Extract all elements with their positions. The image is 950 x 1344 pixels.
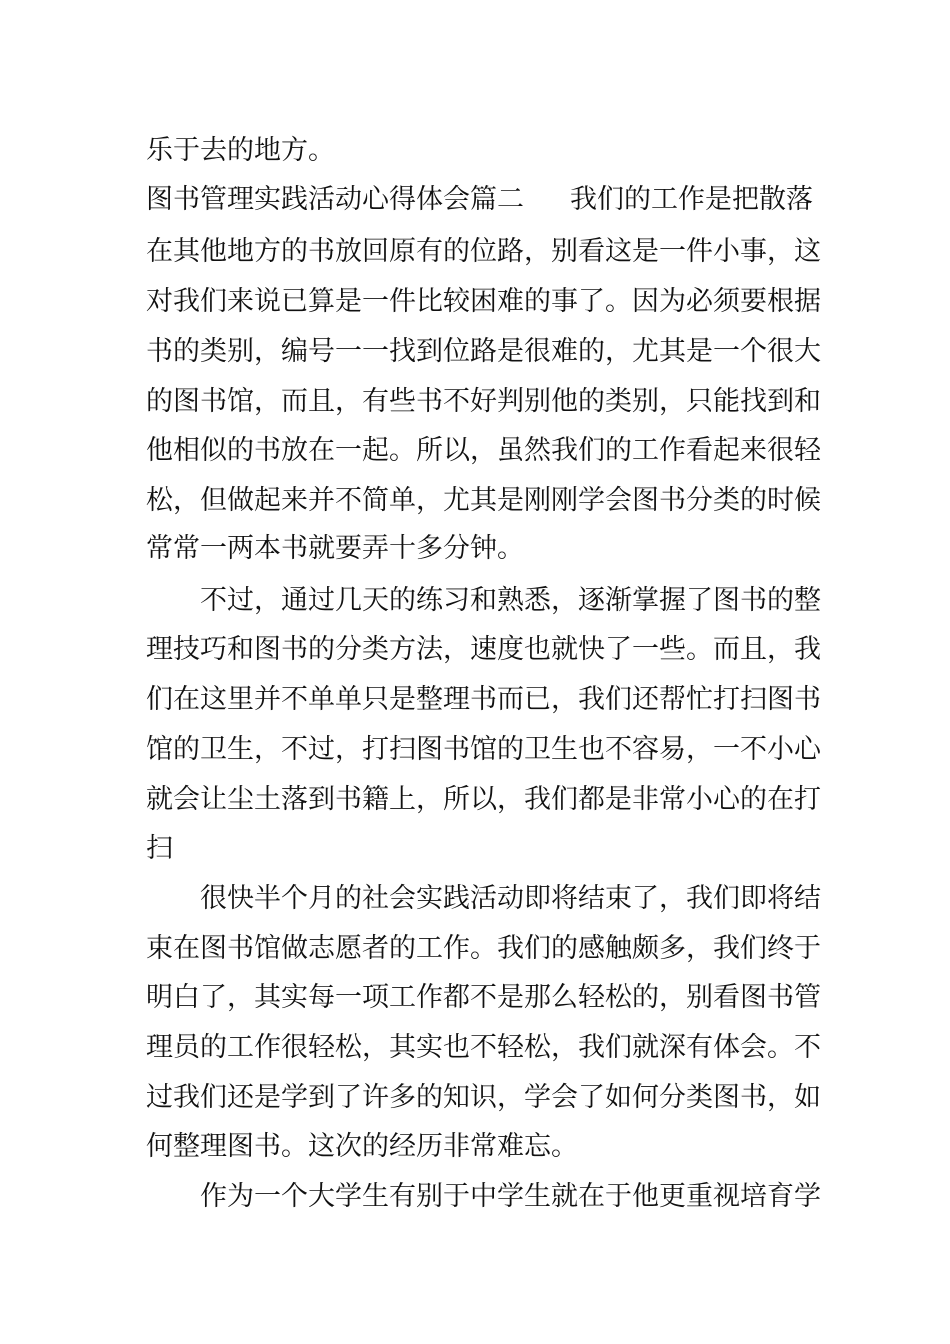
text-line: 乐于去的地方。 xyxy=(146,135,335,166)
text-line: 理员的工作很轻松，其实也不轻松，我们就深有体会。不 xyxy=(146,1032,821,1063)
text-line-heading xyxy=(146,183,813,217)
text-line: 对我们来说已算是一件比较困难的事了。因为必须要根据 xyxy=(146,286,821,317)
text-line: 松，但做起来并不简单，尤其是刚刚学会图书分类的时候 xyxy=(146,485,821,516)
text-line: 不过，通过几天的练习和熟悉，逐渐掌握了图书的整 xyxy=(200,585,821,616)
text-line: 馆的卫生，不过，打扫图书馆的卫生也不容易，一不小心 xyxy=(146,734,821,765)
text-line: 在其他地方的书放回原有的位路，别看这是一件小事，这 xyxy=(146,236,821,267)
text-line: 扫 xyxy=(146,833,173,864)
text-line: 理技巧和图书的分类方法，速度也就快了一些。而且，我 xyxy=(146,634,821,665)
text-line: 束在图书馆做志愿者的工作。我们的感触颇多，我们终于 xyxy=(146,933,821,964)
text-line: 作为一个大学生有别于中学生就在于他更重视培育学 xyxy=(200,1181,821,1212)
text-line: 何整理图书。这次的经历非常难忘。 xyxy=(146,1131,578,1162)
text-fragment: 我们的工作是把散落 xyxy=(570,184,813,215)
text-line: 们在这里并不单单只是整理书而已，我们还帮忙打扫图书 xyxy=(146,684,821,715)
text-line: 就会让尘土落到书籍上，所以，我们都是非常小心的在打 xyxy=(146,784,821,815)
text-line: 书的类别，编号一一找到位路是很难的，尤其是一个很大 xyxy=(146,336,821,367)
text-line: 明白了，其实每一项工作都不是那么轻松的，别看图书管 xyxy=(146,982,821,1013)
text-line: 常常一两本书就要弄十多分钟。 xyxy=(146,533,524,564)
text-line: 他相似的书放在一起。所以，虽然我们的工作看起来很轻 xyxy=(146,435,821,466)
section-title: 图书管理实践活动心得体会篇二 xyxy=(146,184,524,215)
text-line: 很快半个月的社会实践活动即将结束了，我们即将结 xyxy=(200,883,821,914)
text-line: 过我们还是学到了许多的知识，学会了如何分类图书，如 xyxy=(146,1082,821,1113)
text-line: 的图书馆，而且，有些书不好判别他的类别，只能找到和 xyxy=(146,386,821,417)
